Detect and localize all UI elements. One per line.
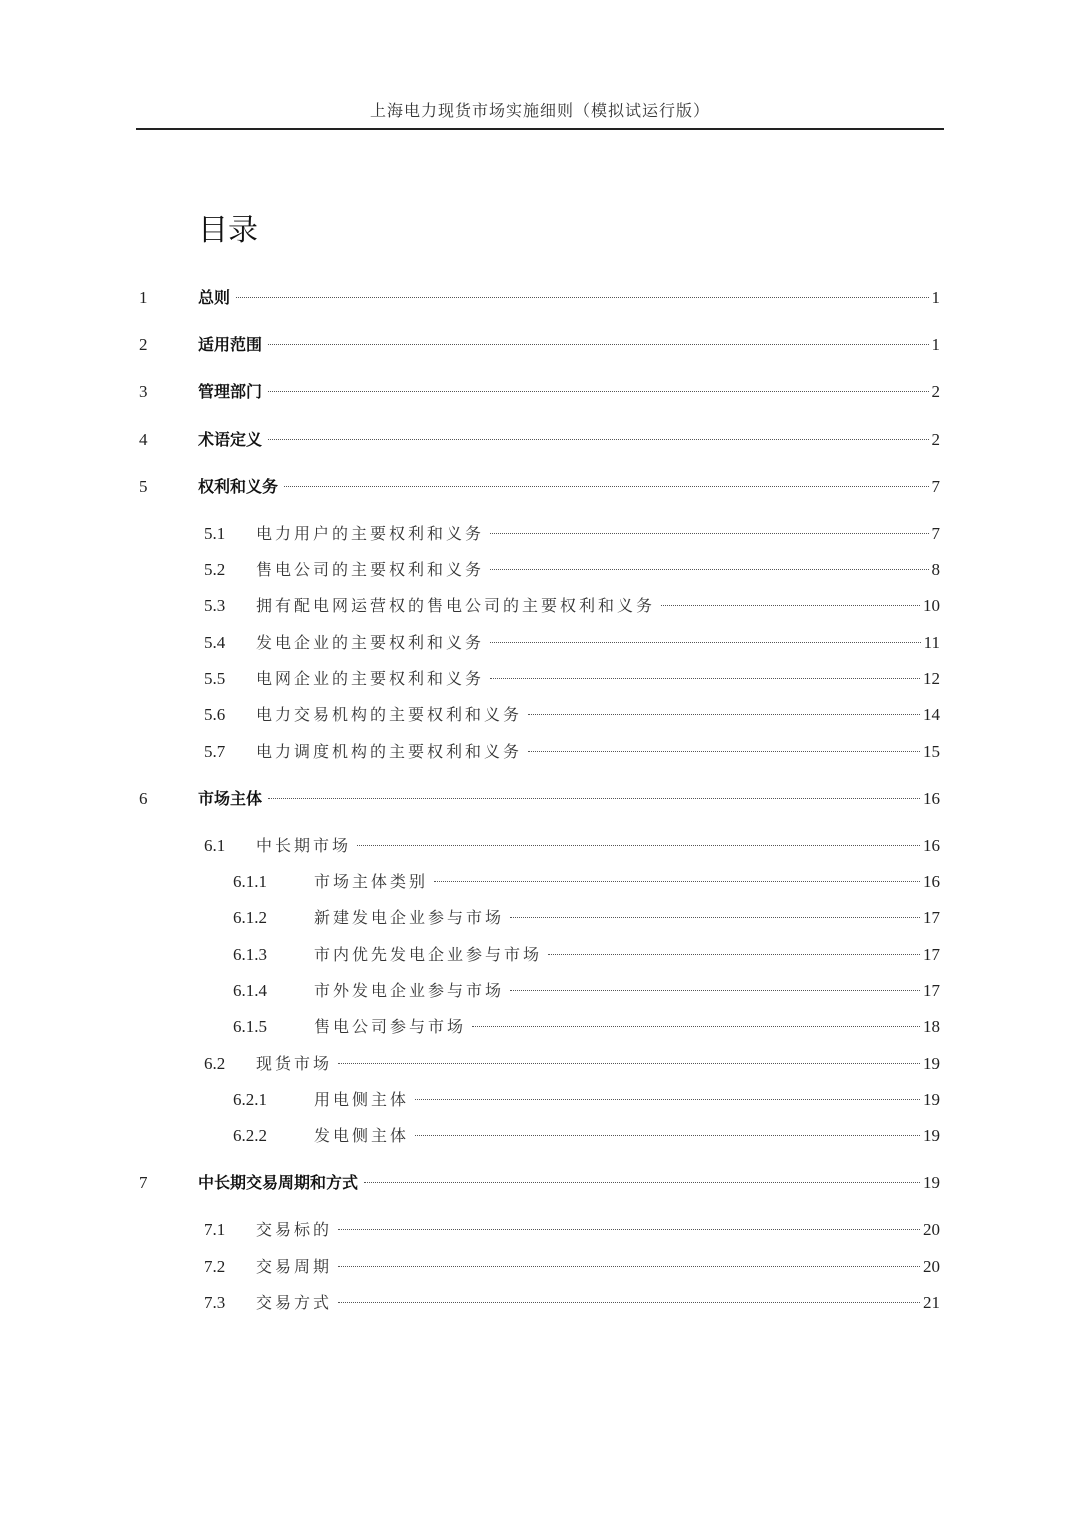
toc-entry-page: 16 — [923, 872, 940, 891]
toc-entry-number: 5.3 — [204, 596, 226, 615]
dot-leader — [661, 605, 920, 606]
toc-entry[interactable] — [0, 833, 1080, 859]
toc-entry[interactable] — [0, 1014, 1080, 1040]
toc-entry-title: 管理部门 — [198, 382, 263, 401]
toc-entry-page: 19 — [923, 1090, 940, 1109]
toc-entry-page: 19 — [923, 1173, 940, 1192]
toc-entry-title: 电网企业的主要权利和义务 — [256, 669, 485, 688]
toc-entry-title: 发电企业的主要权利和义务 — [256, 633, 485, 652]
toc-entry[interactable] — [0, 1051, 1080, 1077]
toc-entry-number: 6.1.4 — [233, 981, 267, 1000]
toc-entry-title: 新建发电企业参与市场 — [314, 908, 505, 927]
toc-entry-page: 17 — [923, 981, 940, 1000]
toc-entry-number: 5.6 — [204, 705, 226, 724]
toc-entry-title: 适用范围 — [198, 335, 263, 354]
toc-entry-number: 5 — [139, 477, 148, 496]
dot-leader — [236, 297, 928, 298]
toc-entry-page: 21 — [923, 1293, 940, 1312]
toc-entry-number: 6.1.2 — [233, 908, 267, 927]
toc-entry[interactable] — [0, 1087, 1080, 1113]
toc-entry-page: 20 — [923, 1220, 940, 1239]
toc-entry-title: 售电公司的主要权利和义务 — [256, 560, 485, 579]
dot-leader — [490, 642, 921, 643]
toc-entry[interactable] — [0, 332, 1080, 358]
toc-entry-number: 7 — [139, 1173, 148, 1192]
toc-entry[interactable] — [0, 427, 1080, 453]
dot-leader — [338, 1302, 920, 1303]
toc-entry-title: 总则 — [198, 288, 231, 307]
toc-entry-page: 1 — [931, 335, 940, 354]
toc-entry-title: 市场主体类别 — [314, 872, 429, 891]
toc-entry[interactable] — [0, 1217, 1080, 1243]
toc-entry-number: 4 — [139, 430, 148, 449]
toc-entry-title: 市内优先发电企业参与市场 — [314, 945, 543, 964]
dot-leader — [268, 798, 920, 799]
toc-entry[interactable] — [0, 978, 1080, 1004]
toc-entry-number: 5.5 — [204, 669, 226, 688]
toc-entry-title: 中长期交易周期和方式 — [198, 1173, 359, 1192]
header-rule — [136, 128, 944, 130]
toc-entry-page: 2 — [931, 382, 940, 401]
toc-entry[interactable] — [0, 1123, 1080, 1149]
toc-entry-title: 交易标的 — [256, 1220, 333, 1239]
toc-entry[interactable] — [0, 869, 1080, 895]
toc-entry[interactable] — [0, 593, 1080, 619]
dot-leader — [510, 990, 920, 991]
toc-entry[interactable] — [0, 905, 1080, 931]
toc-entry-page: 16 — [923, 836, 940, 855]
toc-entry[interactable] — [0, 739, 1080, 765]
toc-entry[interactable] — [0, 1290, 1080, 1316]
dot-leader — [268, 344, 928, 345]
dot-leader — [284, 486, 928, 487]
toc-entry-title: 电力调度机构的主要权利和义务 — [256, 742, 523, 761]
toc-entry-page: 2 — [931, 430, 940, 449]
dot-leader — [490, 678, 920, 679]
toc-entry-page: 8 — [931, 560, 940, 579]
toc-entry[interactable] — [0, 521, 1080, 547]
toc-title: 目录 — [198, 213, 258, 248]
toc-entry-page: 7 — [931, 477, 940, 496]
dot-leader — [415, 1099, 920, 1100]
toc-entry-number: 5.4 — [204, 633, 226, 652]
toc-entry-number: 6.1.3 — [233, 945, 267, 964]
toc-entry-number: 6.2.1 — [233, 1090, 267, 1109]
toc-entry-number: 5.2 — [204, 560, 226, 579]
toc-entry[interactable] — [0, 666, 1080, 692]
toc-entry-number: 2 — [139, 335, 148, 354]
toc-entry-title: 市外发电企业参与市场 — [314, 981, 505, 1000]
toc-entry[interactable] — [0, 474, 1080, 500]
dot-leader — [338, 1229, 920, 1230]
dot-leader — [490, 569, 928, 570]
toc-entry-page: 10 — [923, 596, 940, 615]
toc-entry-number: 6.1.5 — [233, 1017, 267, 1036]
toc-entry-number: 7.1 — [204, 1220, 226, 1239]
toc-entry-number: 6 — [139, 789, 148, 808]
dot-leader — [338, 1063, 920, 1064]
toc-entry-page: 18 — [923, 1017, 940, 1036]
toc-entry-page: 17 — [923, 945, 940, 964]
dot-leader — [528, 714, 920, 715]
toc-entry-title: 拥有配电网运营权的售电公司的主要权利和义务 — [256, 596, 656, 615]
toc-entry-title: 交易方式 — [256, 1293, 333, 1312]
dot-leader — [268, 439, 928, 440]
toc-entry-page: 12 — [923, 669, 940, 688]
toc-entry-page: 15 — [923, 742, 940, 761]
toc-entry[interactable] — [0, 702, 1080, 728]
toc-entry[interactable] — [0, 557, 1080, 583]
toc-entry-number: 7.2 — [204, 1257, 226, 1276]
toc-entry-page: 11 — [923, 633, 940, 652]
toc-entry[interactable] — [0, 942, 1080, 968]
toc-entry-title: 售电公司参与市场 — [314, 1017, 467, 1036]
toc-entry-number: 7.3 — [204, 1293, 226, 1312]
toc-entry-number: 3 — [139, 382, 148, 401]
toc-entry-page: 1 — [931, 288, 940, 307]
toc-entry-page: 20 — [923, 1257, 940, 1276]
toc-entry-title: 权利和义务 — [198, 477, 279, 496]
toc-entry-page: 7 — [931, 524, 940, 543]
dot-leader — [472, 1026, 920, 1027]
dot-leader — [434, 881, 920, 882]
toc-entry-title: 现货市场 — [256, 1054, 333, 1073]
dot-leader — [528, 751, 920, 752]
toc-entry[interactable] — [0, 285, 1080, 311]
toc-entry-number: 1 — [139, 288, 148, 307]
toc-entry-title: 中长期市场 — [256, 836, 352, 855]
dot-leader — [415, 1135, 920, 1136]
dot-leader — [268, 391, 928, 392]
toc-entry-page: 17 — [923, 908, 940, 927]
toc-entry-number: 5.7 — [204, 742, 226, 761]
toc-entry-title: 电力交易机构的主要权利和义务 — [256, 705, 523, 724]
toc-entry[interactable] — [0, 1254, 1080, 1280]
toc-entry[interactable] — [0, 786, 1080, 812]
toc-entry-title: 用电侧主体 — [314, 1090, 410, 1109]
toc-entry-number: 5.1 — [204, 524, 226, 543]
running-header: 上海电力现货市场实施细则（模拟试运行版） — [369, 101, 710, 120]
toc-entry-number: 6.1.1 — [233, 872, 267, 891]
toc-entry[interactable] — [0, 630, 1080, 656]
toc-entry-title: 电力用户的主要权利和义务 — [256, 524, 485, 543]
dot-leader — [548, 954, 920, 955]
toc-entry-page: 19 — [923, 1054, 940, 1073]
dot-leader — [357, 845, 920, 846]
toc-entry-page: 19 — [923, 1126, 940, 1145]
toc-entry[interactable] — [0, 379, 1080, 405]
toc-entry-number: 6.1 — [204, 836, 226, 855]
toc-entry-page: 16 — [923, 789, 940, 808]
dot-leader — [338, 1266, 920, 1267]
toc-entry[interactable] — [0, 1170, 1080, 1196]
toc-entry-number: 6.2.2 — [233, 1126, 267, 1145]
dot-leader — [490, 533, 928, 534]
dot-leader — [364, 1182, 920, 1183]
dot-leader — [510, 917, 920, 918]
toc-entry-number: 6.2 — [204, 1054, 226, 1073]
toc-entry-title: 市场主体 — [198, 789, 263, 808]
toc-entry-page: 14 — [923, 705, 940, 724]
toc-entry-title: 发电侧主体 — [314, 1126, 410, 1145]
toc-entry-title: 术语定义 — [198, 430, 263, 449]
toc-entry-title: 交易周期 — [256, 1257, 333, 1276]
